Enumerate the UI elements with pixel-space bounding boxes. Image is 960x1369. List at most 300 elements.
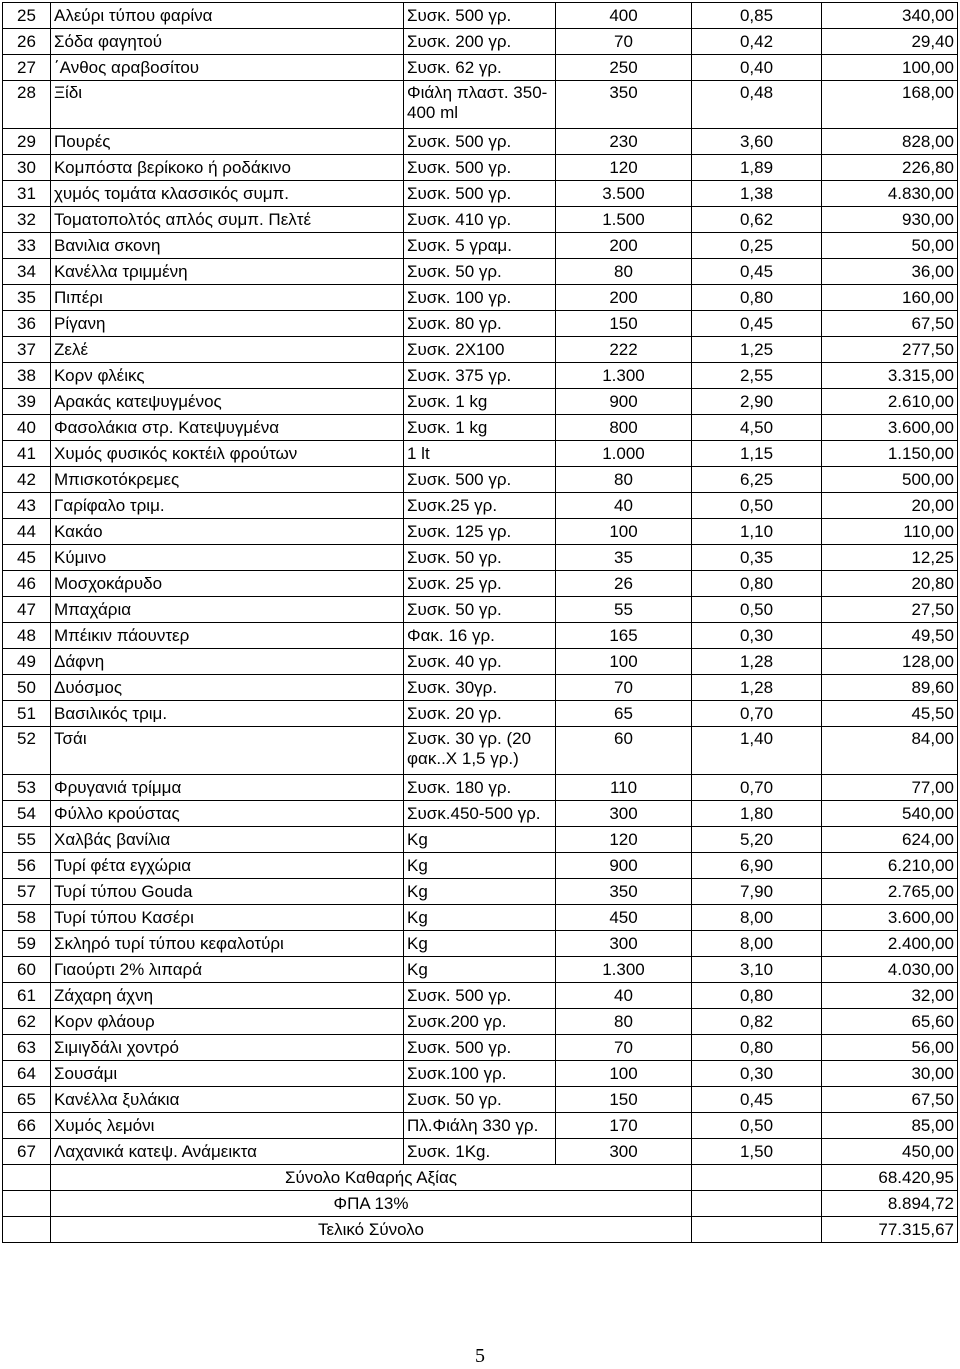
cell-qty: 35 — [556, 545, 692, 571]
cell-qty: 350 — [556, 879, 692, 905]
cell-total: 2.400,00 — [822, 931, 958, 957]
cell-price: 0,80 — [692, 983, 822, 1009]
cell-no: 45 — [3, 545, 51, 571]
table-row — [3, 259, 958, 285]
cell-no: 42 — [3, 467, 51, 493]
cell-total: 50,00 — [822, 233, 958, 259]
cell-name: χυμός τομάτα κλασσικός συμπ. — [51, 181, 404, 207]
cell-price: 8,00 — [692, 931, 822, 957]
cell-qty: 200 — [556, 233, 692, 259]
cell-qty: 300 — [556, 931, 692, 957]
cell-total: 540,00 — [822, 801, 958, 827]
summary-row — [3, 1165, 958, 1191]
cell-price: 0,25 — [692, 233, 822, 259]
cell-pack: Συσκ. 500 γρ. — [404, 1035, 556, 1061]
cell-qty: 100 — [556, 1061, 692, 1087]
cell-name: Κορν φλέικς — [51, 363, 404, 389]
cell-qty: 400 — [556, 3, 692, 29]
table-row — [3, 285, 958, 311]
cell-qty: 1.300 — [556, 957, 692, 983]
cell-qty: 55 — [556, 597, 692, 623]
cell-total: 4.030,00 — [822, 957, 958, 983]
cell-qty: 80 — [556, 1009, 692, 1035]
cell-pack: 1 lt — [404, 441, 556, 467]
cell-price: 0,30 — [692, 1061, 822, 1087]
cell-qty: 222 — [556, 337, 692, 363]
cell-no: 37 — [3, 337, 51, 363]
cell-qty: 70 — [556, 675, 692, 701]
summary-gap — [692, 1217, 822, 1243]
summary-value: 68.420,95 — [822, 1165, 958, 1191]
table-row — [3, 207, 958, 233]
cell-pack: Πλ.Φιάλη 330 γρ. — [404, 1113, 556, 1139]
cell-name: Φρυγανιά τρίμμα — [51, 775, 404, 801]
cell-qty: 70 — [556, 1035, 692, 1061]
cell-name: Μπισκοτόκρεμες — [51, 467, 404, 493]
cell-pack: Συσκ. 500 γρ. — [404, 983, 556, 1009]
table-row — [3, 81, 958, 129]
cell-name: Χαλβάς βανίλια — [51, 827, 404, 853]
table-row — [3, 519, 958, 545]
cell-pack: Συσκ. 100 γρ. — [404, 285, 556, 311]
cell-qty: 300 — [556, 1139, 692, 1165]
cell-total: 45,50 — [822, 701, 958, 727]
cell-name: Γαρίφαλο τριμ. — [51, 493, 404, 519]
cell-qty: 100 — [556, 519, 692, 545]
cell-total: 168,00 — [822, 81, 958, 129]
cell-name: Αρακάς κατεψυγμένος — [51, 389, 404, 415]
cell-total: 160,00 — [822, 285, 958, 311]
cell-no: 26 — [3, 29, 51, 55]
cell-pack: Συσκ. 500 γρ. — [404, 155, 556, 181]
cell-qty: 1.000 — [556, 441, 692, 467]
table-row — [3, 1113, 958, 1139]
cell-name: Δυόσμος — [51, 675, 404, 701]
cell-pack: Συσκ. 500 γρ. — [404, 3, 556, 29]
cell-price: 0,80 — [692, 1035, 822, 1061]
cell-name: Κορν φλάουρ — [51, 1009, 404, 1035]
cell-price: 8,00 — [692, 905, 822, 931]
cell-total: 128,00 — [822, 649, 958, 675]
cell-pack: Kg — [404, 905, 556, 931]
table-row — [3, 931, 958, 957]
table-row — [3, 597, 958, 623]
cell-name: Λαχανικά κατεψ. Ανάμεικτα — [51, 1139, 404, 1165]
table-row — [3, 3, 958, 29]
cell-total: 36,00 — [822, 259, 958, 285]
cell-no: 33 — [3, 233, 51, 259]
cell-no: 27 — [3, 55, 51, 81]
cell-name: Ζάχαρη άχνη — [51, 983, 404, 1009]
cell-no: 34 — [3, 259, 51, 285]
cell-price: 5,20 — [692, 827, 822, 853]
cell-pack: Συσκ. 50 γρ. — [404, 1087, 556, 1113]
cell-no: 54 — [3, 801, 51, 827]
cell-pack: Συσκ. 50 γρ. — [404, 545, 556, 571]
cell-total: 930,00 — [822, 207, 958, 233]
summary-blank — [3, 1165, 51, 1191]
table-row — [3, 545, 958, 571]
cell-no: 64 — [3, 1061, 51, 1087]
cell-no: 31 — [3, 181, 51, 207]
cell-no: 47 — [3, 597, 51, 623]
table-row — [3, 363, 958, 389]
table-row — [3, 649, 958, 675]
cell-total: 450,00 — [822, 1139, 958, 1165]
cell-name: Φασολάκια στρ. Κατεψυγμένα — [51, 415, 404, 441]
cell-price: 0,45 — [692, 311, 822, 337]
cell-no: 49 — [3, 649, 51, 675]
cell-price: 1,38 — [692, 181, 822, 207]
cell-name: Σόδα φαγητού — [51, 29, 404, 55]
summary-row — [3, 1217, 958, 1243]
cell-pack: Kg — [404, 957, 556, 983]
cell-pack: Συσκ. 80 γρ. — [404, 311, 556, 337]
cell-price: 0,40 — [692, 55, 822, 81]
cell-name: Κομπόστα βερίκοκο ή ροδάκινο — [51, 155, 404, 181]
cell-price: 0,82 — [692, 1009, 822, 1035]
cell-total: 828,00 — [822, 129, 958, 155]
table-row — [3, 389, 958, 415]
table-row — [3, 155, 958, 181]
cell-name: Ξίδι — [51, 81, 404, 129]
cell-price: 2,90 — [692, 389, 822, 415]
table-row — [3, 1009, 958, 1035]
cell-no: 55 — [3, 827, 51, 853]
table-row — [3, 441, 958, 467]
cell-qty: 65 — [556, 701, 692, 727]
cell-total: 65,60 — [822, 1009, 958, 1035]
cell-name: Τυρί φέτα εγχώρια — [51, 853, 404, 879]
table-row — [3, 983, 958, 1009]
cell-qty: 150 — [556, 311, 692, 337]
cell-qty: 120 — [556, 827, 692, 853]
cell-pack: Συσκ. 500 γρ. — [404, 467, 556, 493]
table-row — [3, 493, 958, 519]
cell-total: 20,80 — [822, 571, 958, 597]
cell-total: 226,80 — [822, 155, 958, 181]
cell-total: 3.315,00 — [822, 363, 958, 389]
cell-name: Πουρές — [51, 129, 404, 155]
cell-total: 340,00 — [822, 3, 958, 29]
cell-price: 0,30 — [692, 623, 822, 649]
cell-price: 1,80 — [692, 801, 822, 827]
cell-pack: Συσκ. 50 γρ. — [404, 597, 556, 623]
table-row — [3, 1087, 958, 1113]
cell-total: 2.610,00 — [822, 389, 958, 415]
cell-price: 0,45 — [692, 259, 822, 285]
cell-pack: Συσκ. 30γρ. — [404, 675, 556, 701]
cell-pack: Συσκ. 30 γρ. (20 φακ..Χ 1,5 γρ.) — [404, 727, 556, 775]
cell-total: 67,50 — [822, 311, 958, 337]
summary-value: 77.315,67 — [822, 1217, 958, 1243]
cell-pack: Συσκ. 40 γρ. — [404, 649, 556, 675]
cell-total: 30,00 — [822, 1061, 958, 1087]
cell-no: 28 — [3, 81, 51, 129]
cell-qty: 60 — [556, 727, 692, 775]
cell-no: 29 — [3, 129, 51, 155]
cell-name: Μπαχάρια — [51, 597, 404, 623]
cell-price: 3,10 — [692, 957, 822, 983]
table-body — [3, 3, 958, 1165]
cell-qty: 1.500 — [556, 207, 692, 233]
table-row — [3, 1061, 958, 1087]
cell-price: 2,55 — [692, 363, 822, 389]
table-row — [3, 337, 958, 363]
cell-total: 89,60 — [822, 675, 958, 701]
table-row — [3, 129, 958, 155]
cell-no: 66 — [3, 1113, 51, 1139]
cell-qty: 1.300 — [556, 363, 692, 389]
cell-qty: 350 — [556, 81, 692, 129]
cell-name: Σουσάμι — [51, 1061, 404, 1087]
cell-no: 60 — [3, 957, 51, 983]
table-row — [3, 853, 958, 879]
cell-price: 0,42 — [692, 29, 822, 55]
table-row — [3, 311, 958, 337]
cell-total: 2.765,00 — [822, 879, 958, 905]
cell-pack: Συσκ. 500 γρ. — [404, 181, 556, 207]
table-row — [3, 1035, 958, 1061]
cell-no: 46 — [3, 571, 51, 597]
cell-price: 1,25 — [692, 337, 822, 363]
cell-price: 6,25 — [692, 467, 822, 493]
cell-total: 12,25 — [822, 545, 958, 571]
cell-no: 65 — [3, 1087, 51, 1113]
summary-gap — [692, 1191, 822, 1217]
cell-no: 59 — [3, 931, 51, 957]
summary-row — [3, 1191, 958, 1217]
cell-no: 67 — [3, 1139, 51, 1165]
cell-total: 49,50 — [822, 623, 958, 649]
cell-pack: Συσκ.450-500 γρ. — [404, 801, 556, 827]
cell-total: 3.600,00 — [822, 415, 958, 441]
cell-name: Κανέλλα ξυλάκια — [51, 1087, 404, 1113]
cell-no: 35 — [3, 285, 51, 311]
cell-total: 84,00 — [822, 727, 958, 775]
cell-price: 0,50 — [692, 493, 822, 519]
cell-total: 32,00 — [822, 983, 958, 1009]
cell-qty: 200 — [556, 285, 692, 311]
cell-pack: Συσκ. 25 γρ. — [404, 571, 556, 597]
table-row — [3, 467, 958, 493]
cell-price: 3,60 — [692, 129, 822, 155]
summary-value: 8.894,72 — [822, 1191, 958, 1217]
cell-name: Σκληρό τυρί τύπου κεφαλοτύρι — [51, 931, 404, 957]
cell-pack: Φακ. 16 γρ. — [404, 623, 556, 649]
cell-pack: Συσκ. 1Kg. — [404, 1139, 556, 1165]
cell-pack: Συσκ. 20 γρ. — [404, 701, 556, 727]
cell-pack: Φιάλη πλαστ. 350-400 ml — [404, 81, 556, 129]
cell-name: Ζελέ — [51, 337, 404, 363]
cell-name: Αλεύρι τύπου φαρίνα — [51, 3, 404, 29]
table-row — [3, 701, 958, 727]
cell-no: 41 — [3, 441, 51, 467]
cell-qty: 450 — [556, 905, 692, 931]
cell-pack: Συσκ. 410 γρ. — [404, 207, 556, 233]
cell-name: Γιαούρτι 2% λιπαρά — [51, 957, 404, 983]
cell-total: 100,00 — [822, 55, 958, 81]
summary-label: Σύνολο Καθαρής Αξίας — [51, 1165, 692, 1191]
cell-price: 0,45 — [692, 1087, 822, 1113]
cell-price: 6,90 — [692, 853, 822, 879]
cell-pack: Συσκ. 200 γρ. — [404, 29, 556, 55]
cell-price: 1,10 — [692, 519, 822, 545]
cell-pack: Συσκ. 1 kg — [404, 415, 556, 441]
cell-total: 1.150,00 — [822, 441, 958, 467]
cell-pack: Kg — [404, 931, 556, 957]
cell-pack: Συσκ. 5 γραμ. — [404, 233, 556, 259]
cell-total: 624,00 — [822, 827, 958, 853]
cell-pack: Συσκ. 50 γρ. — [404, 259, 556, 285]
cell-no: 40 — [3, 415, 51, 441]
cell-total: 20,00 — [822, 493, 958, 519]
table-row — [3, 827, 958, 853]
cell-qty: 165 — [556, 623, 692, 649]
table-row — [3, 957, 958, 983]
cell-qty: 70 — [556, 29, 692, 55]
cell-price: 1,50 — [692, 1139, 822, 1165]
cell-name: Βανιλια σκονη — [51, 233, 404, 259]
cell-name: Φύλλο κρούστας — [51, 801, 404, 827]
cell-qty: 80 — [556, 467, 692, 493]
cell-total: 500,00 — [822, 467, 958, 493]
cell-no: 39 — [3, 389, 51, 415]
summary-blank — [3, 1217, 51, 1243]
cell-name: Κύμινο — [51, 545, 404, 571]
cell-qty: 26 — [556, 571, 692, 597]
cell-total: 29,40 — [822, 29, 958, 55]
table-row — [3, 905, 958, 931]
cell-name: Πιπέρι — [51, 285, 404, 311]
cell-total: 110,00 — [822, 519, 958, 545]
cell-name: Κανέλλα τριμμένη — [51, 259, 404, 285]
summary-label: ΦΠΑ 13% — [51, 1191, 692, 1217]
cell-price: 0,80 — [692, 571, 822, 597]
cell-name: Χυμός λεμόνι — [51, 1113, 404, 1139]
cell-pack: Συσκ. 180 γρ. — [404, 775, 556, 801]
cell-name: Σιμιγδάλι χοντρό — [51, 1035, 404, 1061]
cell-no: 51 — [3, 701, 51, 727]
cell-name: Τοματοπολτός απλός συμπ. Πελτέ — [51, 207, 404, 233]
table-row — [3, 29, 958, 55]
cell-total: 56,00 — [822, 1035, 958, 1061]
cell-price: 0,50 — [692, 1113, 822, 1139]
cell-no: 48 — [3, 623, 51, 649]
cell-price: 0,35 — [692, 545, 822, 571]
cell-total: 27,50 — [822, 597, 958, 623]
cell-total: 85,00 — [822, 1113, 958, 1139]
cell-price: 4,50 — [692, 415, 822, 441]
cell-qty: 230 — [556, 129, 692, 155]
table-row — [3, 415, 958, 441]
cell-qty: 80 — [556, 259, 692, 285]
cell-no: 38 — [3, 363, 51, 389]
cell-no: 56 — [3, 853, 51, 879]
cell-no: 30 — [3, 155, 51, 181]
cell-pack: Συσκ. 375 γρ. — [404, 363, 556, 389]
cell-total: 277,50 — [822, 337, 958, 363]
cell-no: 32 — [3, 207, 51, 233]
table-row — [3, 801, 958, 827]
table-row — [3, 727, 958, 775]
table-row — [3, 775, 958, 801]
cell-price: 0,50 — [692, 597, 822, 623]
summary-section — [3, 1165, 958, 1243]
cell-qty: 170 — [556, 1113, 692, 1139]
cell-name: Τυρί τύπου Κασέρι — [51, 905, 404, 931]
cell-no: 58 — [3, 905, 51, 931]
cell-no: 36 — [3, 311, 51, 337]
cell-name: Μπέικιν πάουντερ — [51, 623, 404, 649]
summary-label: Τελικό Σύνολο — [51, 1217, 692, 1243]
cell-price: 1,15 — [692, 441, 822, 467]
cell-total: 67,50 — [822, 1087, 958, 1113]
cell-no: 63 — [3, 1035, 51, 1061]
cell-qty: 150 — [556, 1087, 692, 1113]
cell-name: Βασιλικός τριμ. — [51, 701, 404, 727]
table-row — [3, 623, 958, 649]
cell-total: 4.830,00 — [822, 181, 958, 207]
cell-price: 1,40 — [692, 727, 822, 775]
cell-pack: Συσκ. 2Χ100 — [404, 337, 556, 363]
page-number: 5 — [475, 1345, 485, 1367]
cell-pack: Συσκ. 62 γρ. — [404, 55, 556, 81]
cell-qty: 900 — [556, 853, 692, 879]
table-row — [3, 233, 958, 259]
cell-name: Δάφνη — [51, 649, 404, 675]
cell-no: 57 — [3, 879, 51, 905]
cell-price: 0,48 — [692, 81, 822, 129]
cell-no: 25 — [3, 3, 51, 29]
price-table — [2, 2, 958, 1243]
cell-total: 3.600,00 — [822, 905, 958, 931]
summary-gap — [692, 1165, 822, 1191]
cell-qty: 40 — [556, 493, 692, 519]
cell-pack: Συσκ.100 γρ. — [404, 1061, 556, 1087]
cell-price: 0,62 — [692, 207, 822, 233]
cell-name: Τυρί τύπου Gouda — [51, 879, 404, 905]
cell-price: 0,80 — [692, 285, 822, 311]
cell-price: 1,28 — [692, 675, 822, 701]
cell-no: 53 — [3, 775, 51, 801]
table-row — [3, 55, 958, 81]
cell-no: 43 — [3, 493, 51, 519]
cell-qty: 900 — [556, 389, 692, 415]
cell-pack: Kg — [404, 827, 556, 853]
cell-no: 44 — [3, 519, 51, 545]
cell-price: 7,90 — [692, 879, 822, 905]
cell-qty: 100 — [556, 649, 692, 675]
cell-qty: 300 — [556, 801, 692, 827]
cell-pack: Συσκ. 1 kg — [404, 389, 556, 415]
cell-name: ΄Ανθος αραβοσίτου — [51, 55, 404, 81]
cell-name: Μοσχοκάρυδο — [51, 571, 404, 597]
cell-pack: Συσκ.25 γρ. — [404, 493, 556, 519]
cell-pack: Kg — [404, 879, 556, 905]
cell-qty: 120 — [556, 155, 692, 181]
cell-price: 0,70 — [692, 701, 822, 727]
cell-pack: Συσκ. 125 γρ. — [404, 519, 556, 545]
cell-total: 6.210,00 — [822, 853, 958, 879]
cell-qty: 40 — [556, 983, 692, 1009]
cell-name: Κακάο — [51, 519, 404, 545]
cell-no: 62 — [3, 1009, 51, 1035]
cell-no: 52 — [3, 727, 51, 775]
cell-name: Τσάι — [51, 727, 404, 775]
summary-blank — [3, 1191, 51, 1217]
cell-pack: Συσκ.200 γρ. — [404, 1009, 556, 1035]
